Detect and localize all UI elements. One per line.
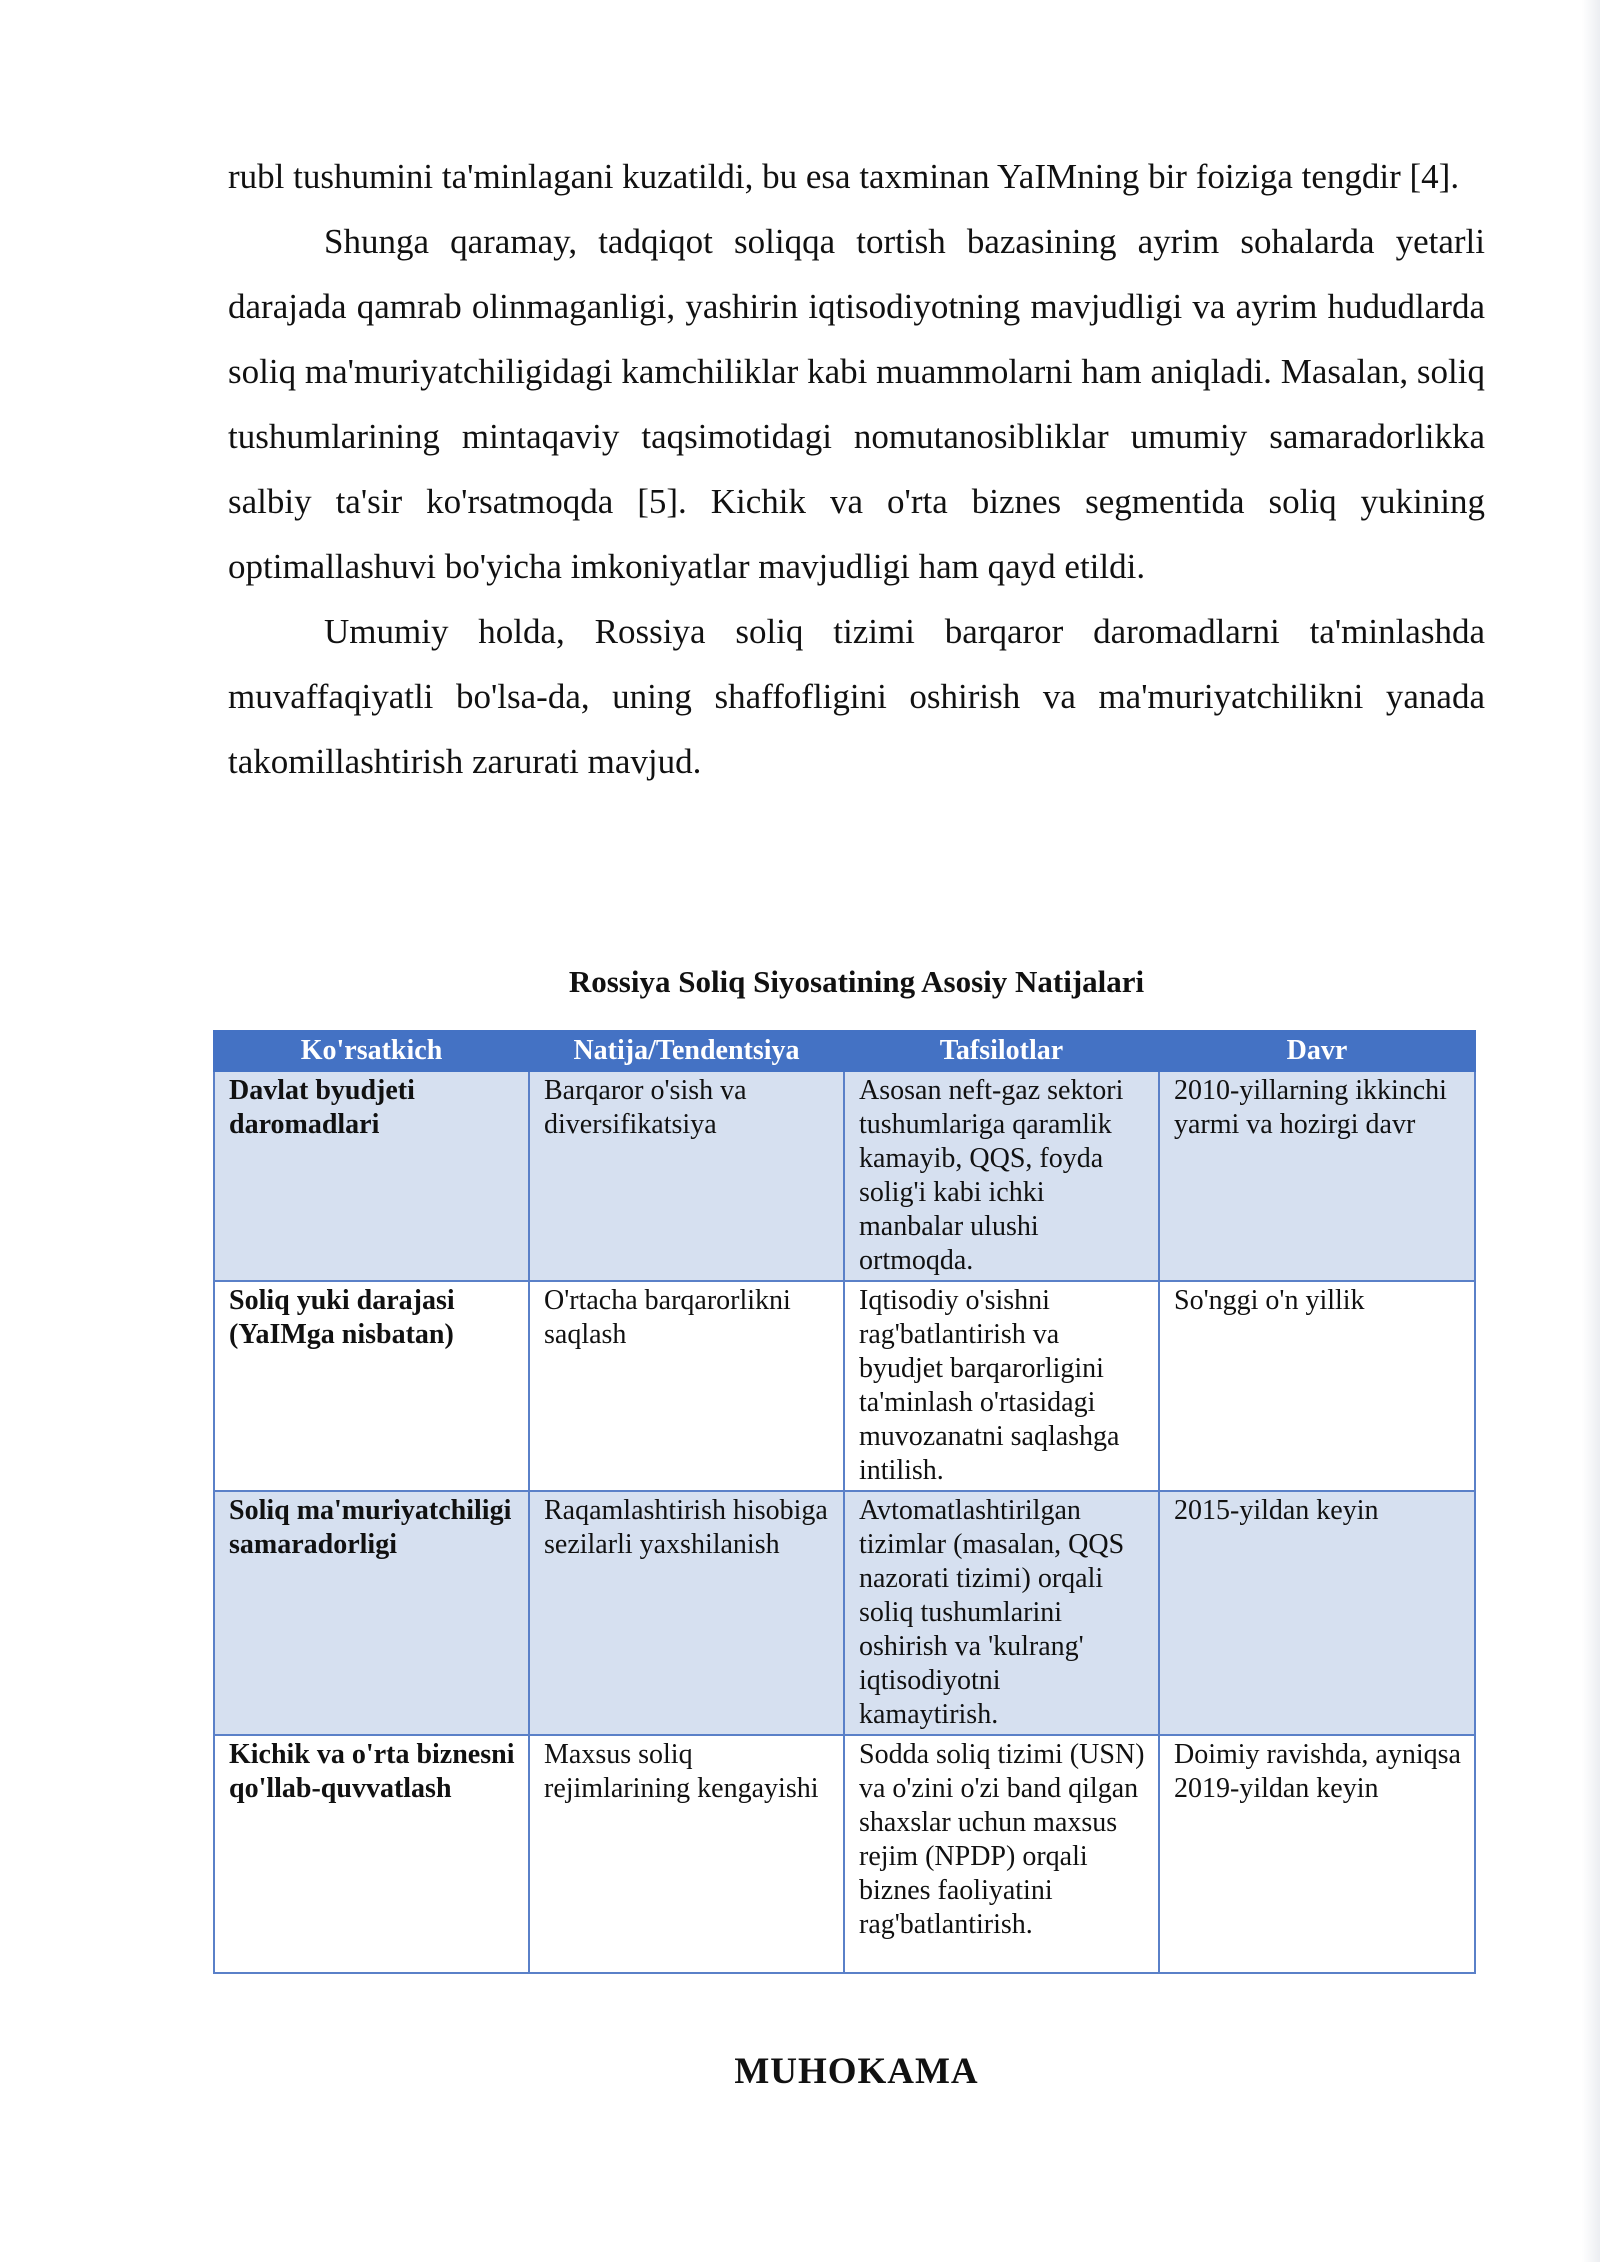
paragraph: Shunga qaramay, tadqiqot soliqqa tortish bazasining ayrim sohalarda yetarli darajada qamrab olinmaganligi, yashirin iqtisodiyotning mavjudligi va ayrim hududlarda soliq ma'muriyatchiligidagi kamchiliklar kabi muammolarni ham aniqladi. Masalan, soliq tushumlarining mintaqaviy taqsimotidagi nomutanosibliklar umumiy samaradorlikka salbiy ta'sir ko'rsatmoqda [5]. Kichik va o'rta biznes segmentida soliq yukining optimallashuvi bo'yicha imkoniyatlar mavjudligi ham qayd etildi. [228,222,1485,586]
table-row [214,1491,1475,1735]
column-header: Tafsilotlar [844,1031,1159,1071]
table-cell: Sodda soliq tizimi (USN) va o'zini o'zi band qilgan shaxslar uchun maxsus rejim (NPDP) orqali biznes faoliyatini rag'batlantirish. [844,1735,1159,1973]
table-header-row [214,1031,1475,1071]
table-row [214,1735,1475,1973]
table-cell: Soliq ma'muriyatchiligi samaradorligi [214,1491,529,1735]
table-cell: Soliq yuki darajasi (YaIMga nisbatan) [214,1281,529,1491]
table-cell: Barqaror o'sish va diversifikatsiya [529,1071,844,1281]
section-heading: MUHOKAMA [734,2051,979,2092]
table-cell: Iqtisodiy o'sishni rag'batlantirish va byudjet barqarorligini ta'minlash o'rtasidagi muvozanatni saqlashga intilish. [844,1281,1159,1491]
paragraph: rubl tushumini ta'minlagani kuzatildi, bu esa taxminan YaIMning bir foiziga tengdir [4]. [228,157,1460,196]
table-cell: So'nggi o'n yillik [1159,1281,1475,1491]
table-cell: Avtomatlashtirilgan tizimlar (masalan, QQS nazorati tizimi) orqali soliq tushumlarini oshirish va 'kulrang' iqtisodiyotni kamaytirish. [844,1491,1159,1735]
table-cell: Asosan neft-gaz sektori tushumlariga qaramlik kamayib, QQS, foyda solig'i kabi ichki manbalar ulushi ortmoqda. [844,1071,1159,1281]
table-cell: Maxsus soliq rejimlarining kengayishi [529,1735,844,1973]
table-cell: Raqamlashtirish hisobiga sezilarli yaxshilanish [529,1491,844,1735]
table-row [214,1281,1475,1491]
body-text [228,144,1485,794]
column-header: Natija/Tendentsiya [529,1031,844,1071]
table-cell: Davlat byudjeti daromadlari [214,1071,529,1281]
table-cell: 2010-yillarning ikkinchi yarmi va hozirgi davr [1159,1071,1475,1281]
table-cell: O'rtacha barqarorlikni saqlash [529,1281,844,1491]
page-edge-shade [1582,0,1600,2262]
paragraph: Umumiy holda, Rossiya soliq tizimi barqaror daromadlarni ta'minlashda muvaffaqiyatli bo'lsa-da, uning shaffofligini oshirish va ma'muriyatchilikni yanada takomillashtirish zarurati mavjud. [228,612,1485,781]
table-cell: Doimiy ravishda, ayniqsa 2019-yildan keyin [1159,1735,1475,1973]
column-header: Davr [1159,1031,1475,1071]
table-cell: 2015-yildan keyin [1159,1491,1475,1735]
table-caption: Rossiya Soliq Siyosatining Asosiy Natijalari [568,964,1145,999]
table-row [214,1071,1475,1281]
table-cell: Kichik va o'rta biznesni qo'llab-quvvatlash [214,1735,529,1973]
column-header: Ko'rsatkich [214,1031,529,1071]
results-table [213,1030,1476,1974]
